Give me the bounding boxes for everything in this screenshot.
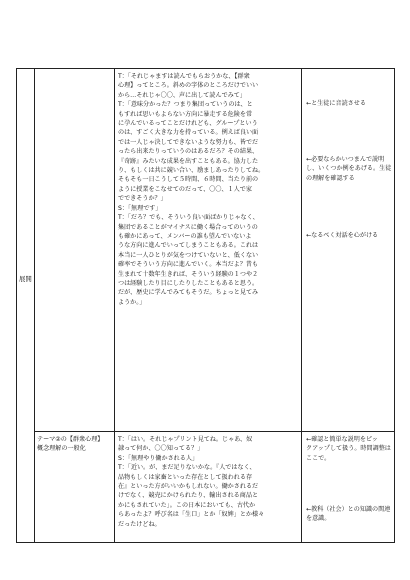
teaching-note-4: ←確認と簡単な説明をピッ クアップして扱う。時間調整は ここで。 [306, 436, 391, 462]
teaching-note-3: ←なるべく対話を心がける [306, 232, 379, 239]
topic-label: テーマ②の【群衆心理】 概念理解の一般化 [37, 436, 104, 453]
lesson-plan-table [16, 68, 395, 543]
column-divider [114, 69, 115, 542]
column-divider [301, 69, 302, 542]
section-label: 展開 [19, 275, 32, 283]
teaching-note-2: ←必要ならかいつまんで説明 し、いくつか例をあげる。生徒 の理解を確認する [306, 156, 392, 182]
column-divider [34, 69, 35, 542]
teacher-student-dialog-lower: T：「はい。それじゃプリント見てね。じゃあ、奴 隷って何か、〇〇知ってる？」 S：「無理やり働かされる人」 T：「近い。が、まだ足りないかな。『人ではなく、 品物もしくは家畜といった存在として扱われる存 在』といった方がいいかもしれない。働かされるだ けでなく、競売にかけられたり、輸出される商品と かにもされていた」。この日本においても、古代か らあったよ？呼び名は「生口」とか「奴婢」とか様々 だったけどね。 [118, 436, 265, 528]
teaching-note-1: ←と生徒に音読させる [306, 100, 366, 107]
teacher-student-dialog-upper: T：「それじゃますは読んでもらおうかな、【群衆 心理】ってところ。斜めの字体のところだけでいい から…それじゃ〇〇、声に出して読んでみて」 T：「意味分かった？つまり集団っていうのは、と もすれば思いもよらない方向に暴走する危険を常 に孕んでいるってことだけれども、グループという のは、すごく大きな力を持っている。例えば良い面 では一人じゃ決してできないような努力も、皆でだ ったら出来たりっていうのはあるだろ？その結果、 『奇跡』みたいな成果を出すこともある。協力した り、もしくは共に競い合い、励ましあったりしてね。 そもそも一日こうして５時間、６時間、当たり前の ように授業をこなせてのだって、〇〇、１人で家 でできそうか？」 S：「無理です」 T：「だろ？でも、そういう良い面ばかりじゃなく、 集団であることがマイナスに働く場合ってのいうの も確かにあって、メンバーの誰も望んでいないよ うな方向に進んでいってしまうこともある。これは 本当に一人ひとりが気をつけていないと、低くない 確率でそういう方向に進んでいく。本当だよ？昔も 生まれて十数年生きれば、そういう経験の１つや２ つは経験したり目にしたりしたこともあると思う。 だが、歴史に学んでみてもそうだ。ちょっと見てみ ようか。」 [118, 73, 265, 306]
teaching-note-5: ←教科（社会）との知識の関連 を意識。 [306, 506, 391, 523]
row-divider [34, 431, 394, 432]
